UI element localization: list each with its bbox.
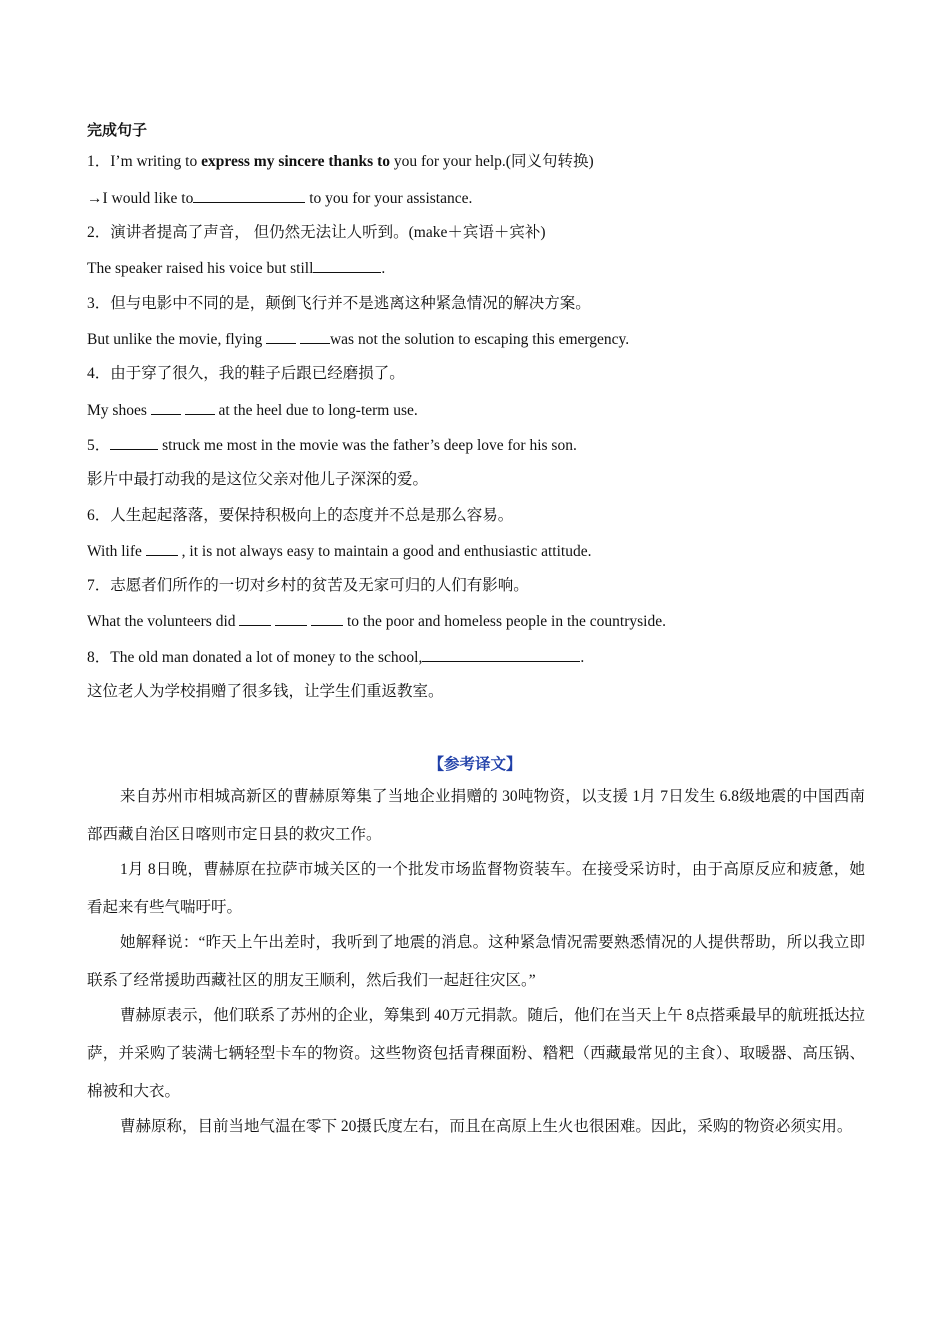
question-number: 3． [87, 295, 111, 312]
question-number: 1． [87, 153, 111, 170]
question-7-chinese [87, 576, 529, 596]
question-6-chinese [87, 506, 513, 526]
question-text: I’m writing to [110, 153, 202, 170]
answer-blank[interactable] [193, 188, 305, 203]
question-text: . [580, 649, 585, 666]
answer-blank[interactable] [185, 400, 215, 415]
question-5-chinese [87, 470, 428, 490]
question-text: →I would like to [87, 190, 194, 207]
question-text: The old man donated a lot of money to the school, [110, 649, 423, 666]
question-number: 2． [87, 224, 111, 241]
translation-paragraph: 1月 8日晚，曹赫原在拉萨市城关区的一个批发市场监督物资装车。在接受采访时，由于高原反应和疲惫，她看起来有些气喘吁吁。 [87, 861, 865, 916]
section-title: 完成句子 [87, 121, 148, 139]
question-text: struck me most in the movie was the father’s deep love for his son. [158, 437, 577, 454]
answer-blank[interactable] [275, 611, 307, 626]
answer-blank[interactable] [110, 435, 158, 450]
answer-blank[interactable] [313, 258, 381, 273]
question-number: 7． [87, 577, 111, 594]
question-text: But unlike the movie, flying [87, 331, 267, 348]
question-text: at the heel due to long-term use. [214, 402, 418, 419]
question-number: 4． [87, 365, 111, 382]
answer-blank[interactable] [146, 541, 178, 556]
question-3-english [87, 329, 629, 350]
question-1-rewrite [87, 188, 472, 209]
question-number: 5． [87, 437, 111, 454]
translation-paragraph: 曹赫原表示，他们联系了苏州的企业，筹集到 40万元捐款。随后，他们在当天上午 8点搭乘最早的航班抵达拉萨，并采购了装满七辆轻型卡车的物资。这些物资包括青稞面粉、糌粑（西藏最常见的主食）、取暖器、高压锅、棉被和大衣。 [87, 1007, 865, 1100]
answer-blank[interactable] [311, 611, 343, 626]
question-2-english [87, 258, 385, 279]
question-text: 人生起起落落，要保持积极向上的态度并不总是那么容易。 [110, 507, 514, 524]
question-number: 6． [87, 507, 111, 524]
answer-blank[interactable] [239, 611, 271, 626]
translation-paragraph: 她解释说：“昨天上午出差时，我听到了地震的消息。这种紧急情况需要熟悉情况的人提供帮助，所以我立即联系了经常援助西藏社区的朋友王顺利，然后我们一起赶往灾区。” [87, 934, 865, 989]
question-6-english [87, 541, 591, 562]
reference-title: 【参考译文】 [428, 756, 522, 773]
question-1 [87, 152, 594, 172]
question-text: My shoes [87, 402, 151, 419]
question-5-english [87, 435, 577, 456]
question-2-chinese [87, 223, 546, 243]
question-text: 演讲者提高了声音， 但仍然无法让人听到。(make＋宾语＋宾补) [110, 224, 546, 241]
question-text: , it is not always easy to maintain a good and enthusiastic attitude. [177, 543, 592, 560]
translation-paragraph: 来自苏州市相城高新区的曹赫原筹集了当地企业捐赠的 30吨物资，以支援 1月 7日发生 6.8级地震的中国西南部西藏自治区日喀则市定日县的救灾工作。 [87, 788, 865, 843]
question-text: With life [87, 543, 146, 560]
answer-blank[interactable] [151, 400, 181, 415]
question-text: . [381, 260, 386, 277]
question-text: 这位老人为学校捐赠了很多钱，让学生们重返教室。 [87, 683, 444, 700]
question-4-english [87, 400, 418, 421]
question-text: 影片中最打动我的是这位父亲对他儿子深深的爱。 [87, 471, 429, 488]
question-text: The speaker raised his voice but still [87, 260, 314, 277]
question-text: to you for your assistance. [305, 190, 473, 207]
question-8-english [87, 647, 584, 668]
question-bold-text: express my sincere thanks to [201, 153, 390, 170]
answer-blank[interactable] [300, 329, 330, 344]
question-text: 但与电影中不同的是，颠倒飞行并不是逃离这种紧急情况的解决方案。 [110, 295, 591, 312]
question-text: you for your help.(同义句转换) [389, 153, 594, 170]
answer-blank[interactable] [422, 647, 580, 662]
question-3-chinese [87, 294, 591, 314]
question-text: What the volunteers did [87, 613, 240, 630]
question-text: to the poor and homeless people in the countryside. [343, 613, 666, 630]
question-text: 由于穿了很久，我的鞋子后跟已经磨损了。 [110, 365, 405, 382]
question-7-english [87, 611, 666, 632]
question-text: 志愿者们所作的一切对乡村的贫苦及无家可归的人们有影响。 [110, 577, 529, 594]
question-text: was not the solution to escaping this emergency. [329, 331, 630, 348]
question-4-chinese [87, 364, 405, 384]
answer-blank[interactable] [266, 329, 296, 344]
translation-paragraph: 曹赫原称，目前当地气温在零下 20摄氏度左右，而且在高原上生火也很困难。因此，采购的物资必须实用。 [120, 1118, 853, 1135]
question-number: 8． [87, 649, 111, 666]
question-8-chinese [87, 682, 444, 702]
